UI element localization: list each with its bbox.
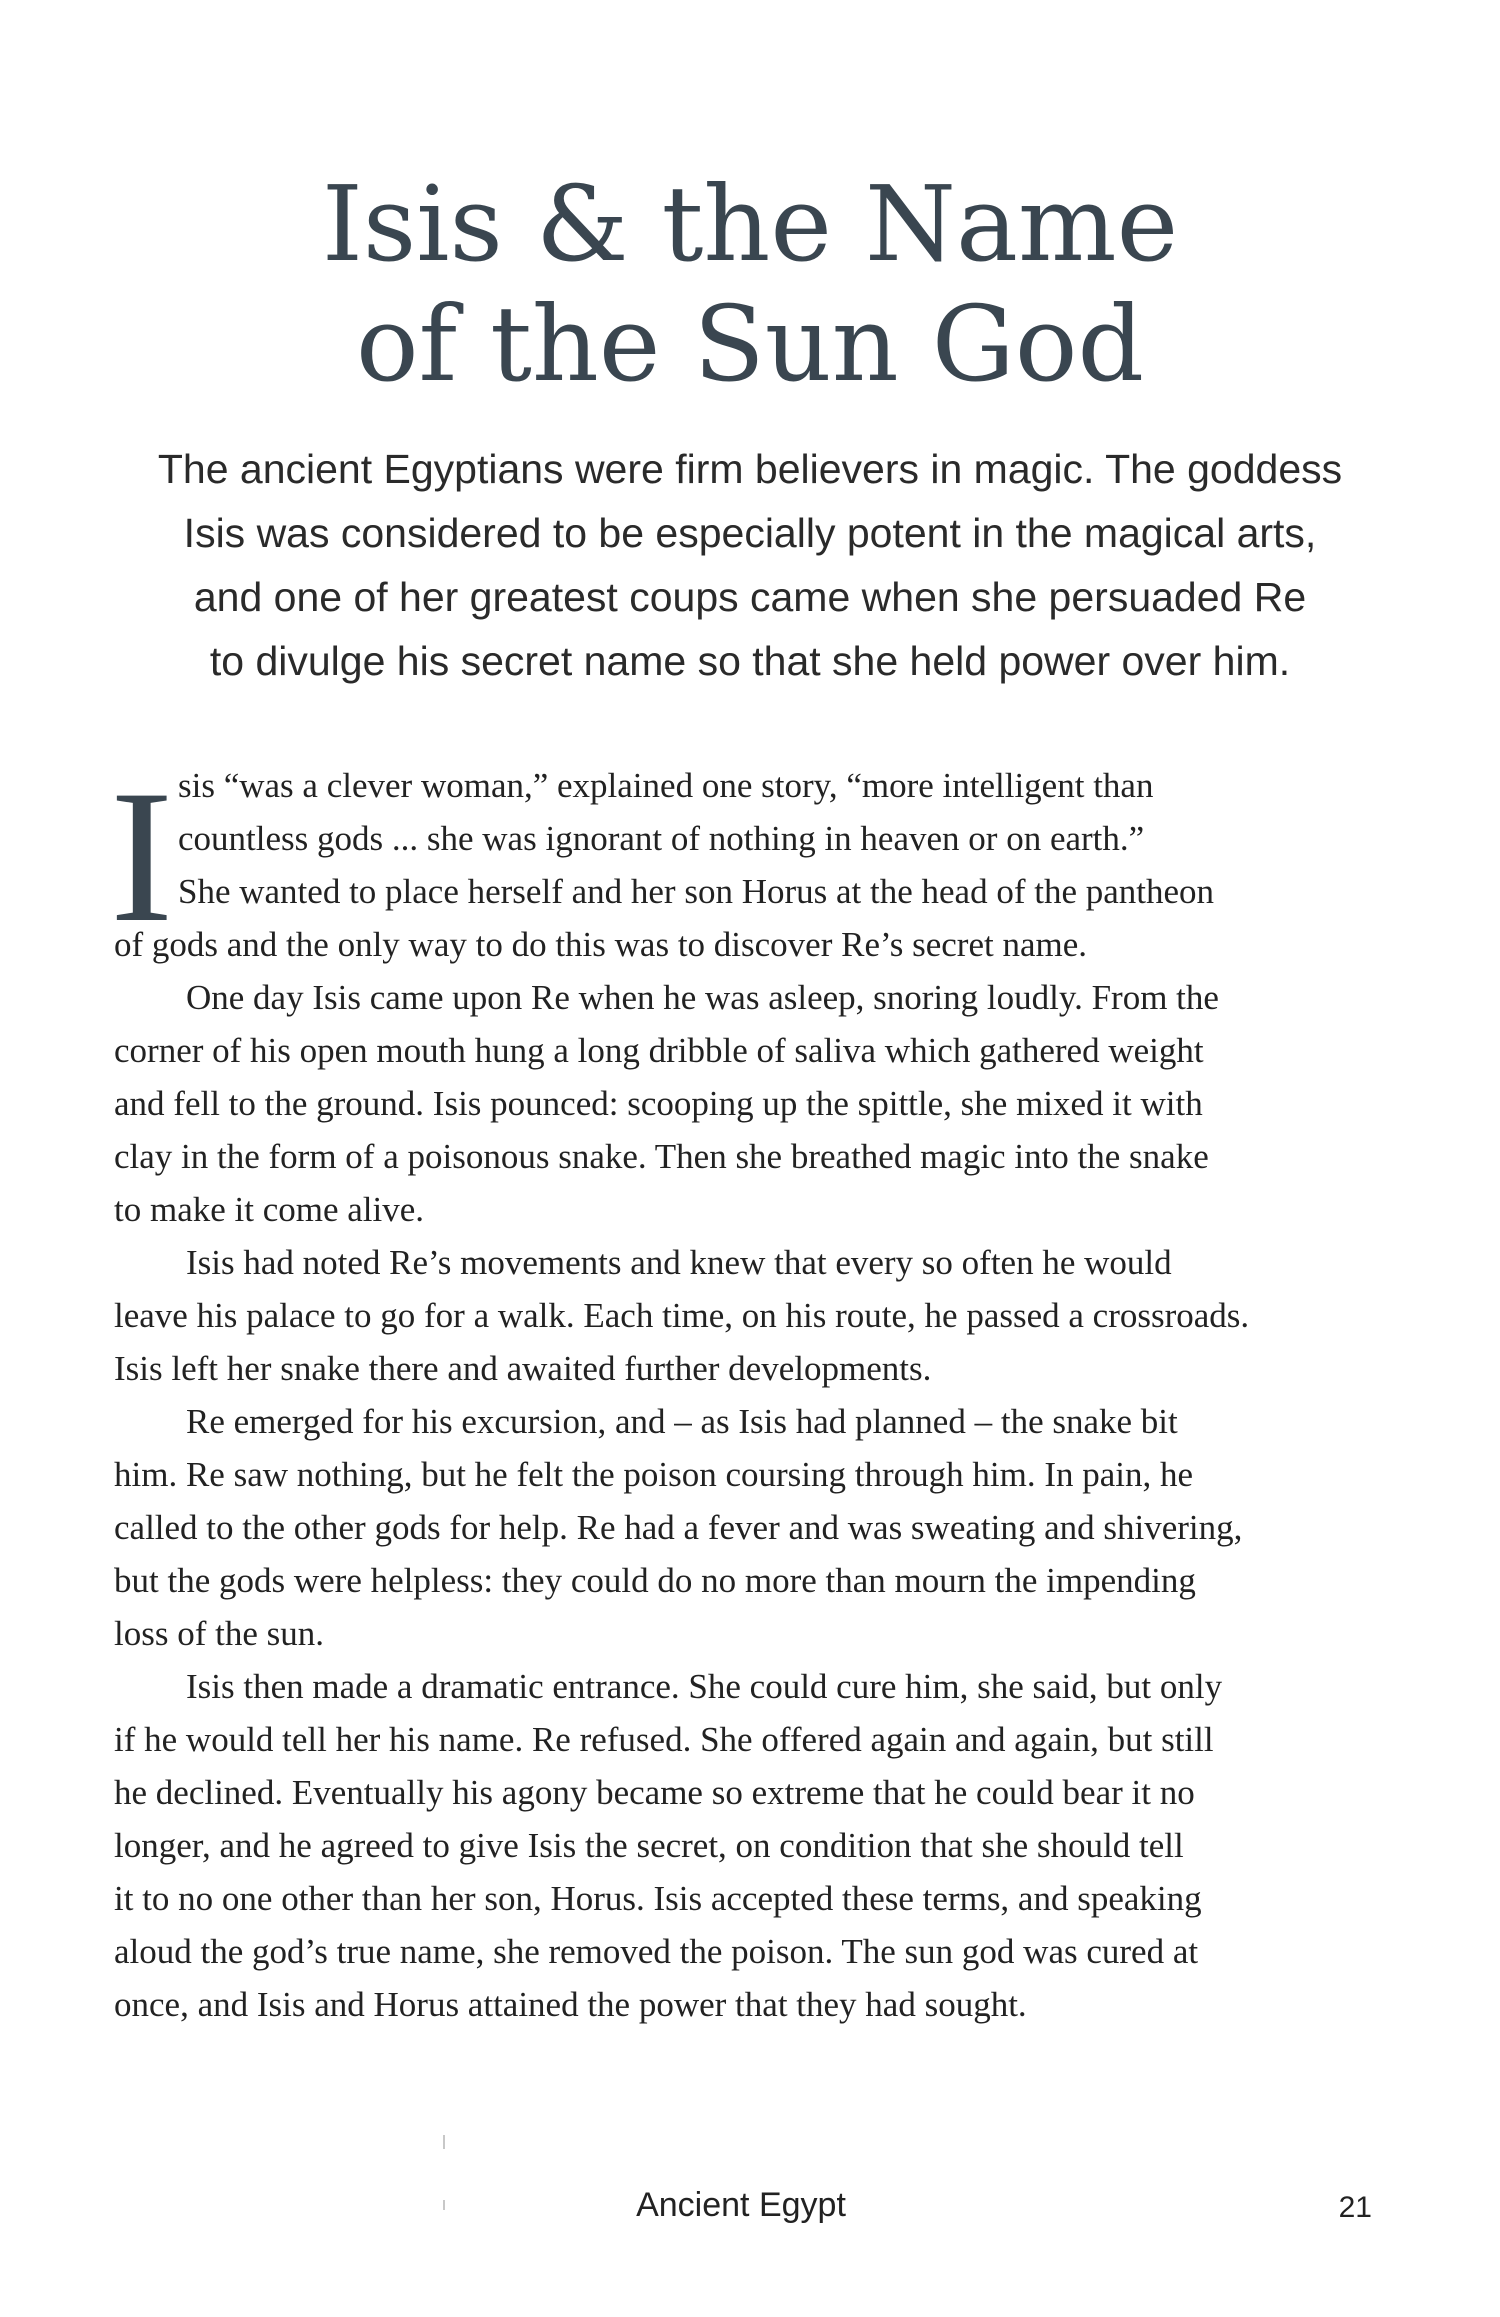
body-line: Re emerged for his excursion, and – as Isis had planned – the snake bit (186, 1402, 1178, 1441)
intro-line: and one of her greatest coups came when she persuaded Re (193, 574, 1307, 620)
body-line: Isis then made a dramatic entrance. She could cure him, she said, but only (186, 1667, 1223, 1706)
body-line: Isis had noted Re’s movements and knew that every so often he would (186, 1243, 1172, 1282)
body-line: him. Re saw nothing, but he felt the poison coursing through him. In pain, he (114, 1455, 1194, 1494)
drop-cap: I (110, 752, 174, 962)
body-line: countless gods ... she was ignorant of nothing in heaven or on earth.” (178, 819, 1145, 858)
body-line: to make it come alive. (114, 1190, 425, 1229)
body-line: of gods and the only way to do this was to discover Re’s secret name. (114, 925, 1087, 964)
body-line: One day Isis came upon Re when he was asleep, snoring loudly. From the (186, 978, 1219, 1017)
body-line: once, and Isis and Horus attained the power that they had sought. (114, 1985, 1027, 2024)
body-line: if he would tell her his name. Re refused. She offered again and again, but still (114, 1720, 1214, 1759)
body-line: he declined. Eventually his agony became so extreme that he could bear it no (114, 1773, 1195, 1812)
body-line: and fell to the ground. Isis pounced: scooping up the spittle, she mixed it with (114, 1084, 1203, 1123)
body-line: Isis left her snake there and awaited further developments. (114, 1349, 932, 1388)
body-line: loss of the sun. (114, 1614, 324, 1653)
body-line: aloud the god’s true name, she removed the poison. The sun god was cured at (114, 1932, 1199, 1971)
intro-line: to divulge his secret name so that she held power over him. (209, 638, 1291, 684)
running-footer-title: Ancient Egypt (636, 2186, 846, 2224)
page-title-line-1: Isis & the Name (321, 163, 1179, 285)
body-line: called to the other gods for help. Re had a fever and was sweating and shivering, (114, 1508, 1243, 1547)
scan-mark (443, 2135, 445, 2149)
intro-line: The ancient Egyptians were firm believers in magic. The goddess (157, 446, 1343, 492)
body-line: clay in the form of a poisonous snake. Then she breathed magic into the snake (114, 1137, 1209, 1176)
page-title-line-2: of the Sun God (355, 283, 1145, 405)
intro-paragraph (0, 437, 1500, 693)
page-number: 21 (1338, 2191, 1372, 2224)
body-line: She wanted to place herself and her son Horus at the head of the pantheon (178, 872, 1215, 911)
body-line: longer, and he agreed to give Isis the secret, on condition that she should tell (114, 1826, 1184, 1865)
body-line: sis “was a clever woman,” explained one story, “more intelligent than (178, 766, 1154, 805)
body-line: it to no one other than her son, Horus. Isis accepted these terms, and speaking (114, 1879, 1202, 1918)
body-line: corner of his open mouth hung a long dribble of saliva which gathered weight (114, 1031, 1204, 1070)
intro-line: Isis was considered to be especially potent in the magical arts, (183, 510, 1317, 556)
body-line: but the gods were helpless: they could do no more than mourn the impending (114, 1561, 1196, 1600)
body-line: leave his palace to go for a walk. Each time, on his route, he passed a crossroads. (114, 1296, 1250, 1335)
